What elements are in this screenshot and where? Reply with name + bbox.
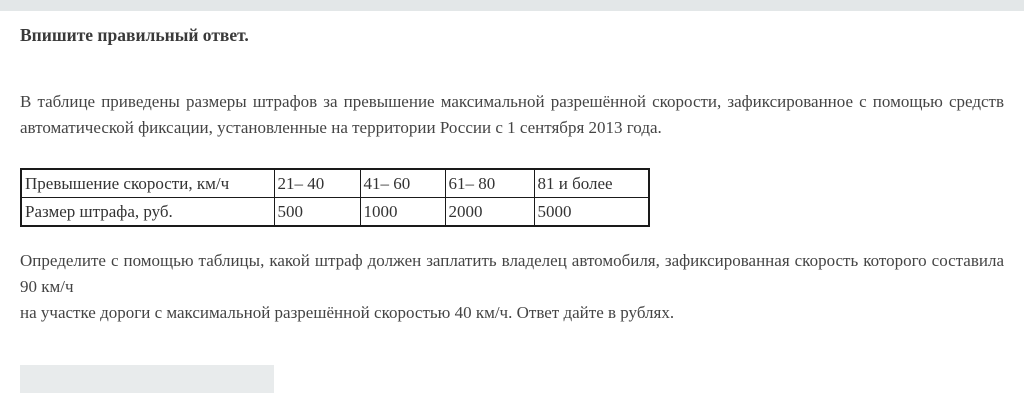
table-cell-fine-4: 5000 <box>534 198 649 227</box>
answer-input[interactable] <box>20 365 274 393</box>
question-text-line1: Определите с помощью таблицы, какой штраф должен заплатить владелец автомобиля, зафиксированная скорость которого составила 90 км/ч <box>20 251 1004 296</box>
table-cell-speed-range-1: 21– 40 <box>274 169 360 198</box>
intro-paragraph: В таблице приведены размеры штрафов за превышение максимальной разрешённой скорости, зафиксированное с помощью средств автоматической фиксации, установленные на территории России с 1 сентября 2013 года. <box>20 92 1004 137</box>
table-cell-fine-2: 1000 <box>360 198 445 227</box>
table-row-header-speed: Превышение скорости, км/ч <box>21 169 274 198</box>
question-paragraph <box>20 248 1004 326</box>
page-title: Впишите правильный ответ. <box>20 25 249 45</box>
table-cell-speed-range-4: 81 и более <box>534 169 649 198</box>
table-row-speed <box>21 169 649 198</box>
table-cell-speed-range-2: 41– 60 <box>360 169 445 198</box>
fines-table <box>20 168 650 227</box>
table-cell-fine-3: 2000 <box>445 198 534 227</box>
table-row-fine <box>21 198 649 227</box>
top-bar <box>0 0 1024 11</box>
question-text-line2: на участке дороги с максимальной разрешённой скоростью 40 км/ч. Ответ дайте в рублях. <box>20 303 675 322</box>
table-cell-speed-range-3: 61– 80 <box>445 169 534 198</box>
content-area <box>0 25 1024 393</box>
table-row-header-fine: Размер штрафа, руб. <box>21 198 274 227</box>
table-cell-fine-1: 500 <box>274 198 360 227</box>
